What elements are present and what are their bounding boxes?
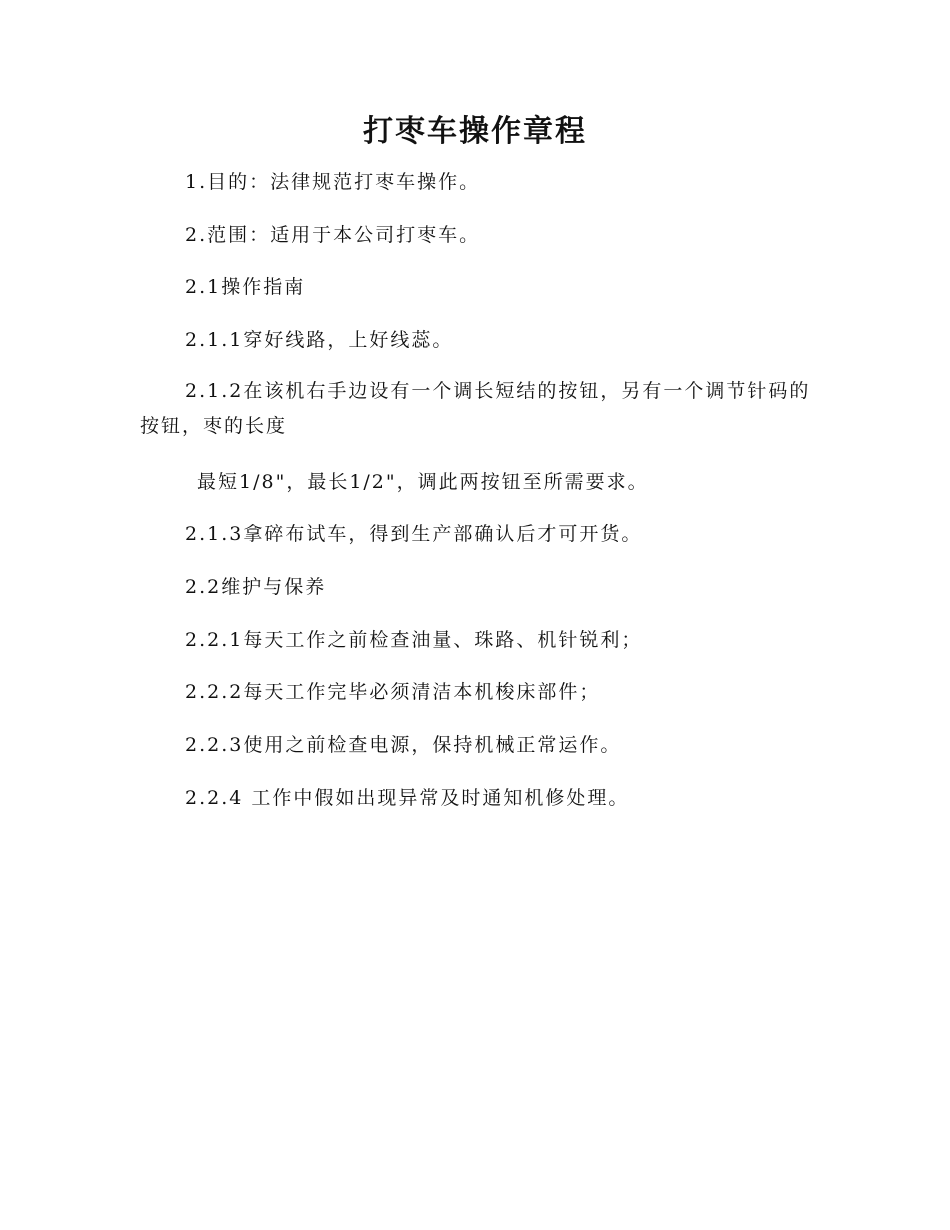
paragraph-2-2-1: 2.2.1每天工作之前检查油量、珠路、机针锐利； <box>185 629 643 651</box>
paragraph-2-1-2-continued: 最短1/8"，最长1/2"，调此两按钮至所需要求。 <box>197 471 649 493</box>
paragraph-2-1-3: 2.1.3拿碎布试车，得到生产部确认后才可开货。 <box>185 523 643 545</box>
paragraph-purpose: 1.目的：法律规范打枣车操作。 <box>185 171 481 193</box>
paragraph-2-1-1: 2.1.1穿好线路，上好线蕊。 <box>185 329 454 351</box>
paragraph-2-2-3: 2.2.3使用之前检查电源，保持机械正常运作。 <box>185 734 622 756</box>
paragraph-2-2-2: 2.2.2每天工作完毕必须清洁本机梭床部件； <box>185 681 601 703</box>
section-operation-guide: 2.1操作指南 <box>185 276 306 298</box>
paragraph-2-1-2: 2.1.2在该机右手边设有一个调长短结的按钮，另有一个调节针码的按钮，枣的长度 <box>140 380 811 437</box>
paragraph-scope: 2.范围：适用于本公司打枣车。 <box>185 224 481 246</box>
document-title: 打枣车操作章程 <box>363 114 587 149</box>
paragraph-2-2-4: 2.2.4 工作中假如出现异常及时通知机修处理。 <box>185 787 630 809</box>
section-maintenance: 2.2维护与保养 <box>185 576 327 598</box>
